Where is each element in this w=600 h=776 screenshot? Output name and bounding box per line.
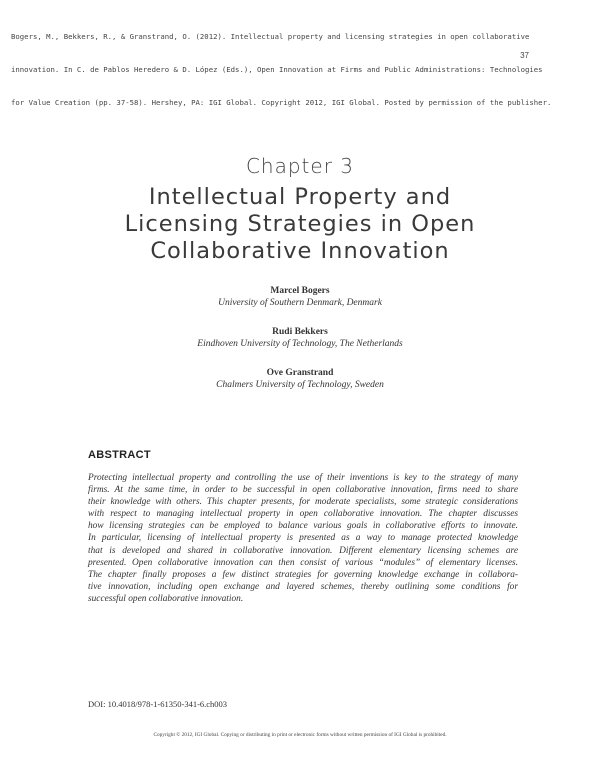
abstract-line: their knowledge with others. This chapter presents, for moderate specialists, some strategic considerations <box>88 497 518 508</box>
abstract-body <box>88 472 518 605</box>
chapter-title-line: Collaborative Innovation <box>150 238 450 264</box>
copyright-footer: Copyright © 2012, IGI Global. Copying or distributing in print or electronic forms without written permission of IGI Global is prohibited. <box>153 732 447 738</box>
citation-line: Bogers, M., Bekkers, R., & Granstrand, O. (2012). Intellectual property and licensing strategies in open collaborative <box>11 32 530 41</box>
abstract-line: how licensing strategies can be employed to balance various goals in collaborative efforts to innovate. <box>88 521 518 532</box>
author-list <box>0 285 600 408</box>
page-number: 37 <box>520 51 529 60</box>
author-block <box>0 326 600 367</box>
abstract-line: Protecting intellectual property and controlling the use of their inventions is key to the strategy of many <box>88 473 518 483</box>
abstract-heading: ABSTRACT <box>88 449 151 461</box>
chapter-title-line: Licensing Strategies in Open <box>124 211 476 237</box>
author-block <box>0 285 600 326</box>
author-name: Marcel Bogers <box>270 286 330 296</box>
abstract-line: that is developed and shared in collaborative innovation. Different elementary licensing schemes are <box>88 545 518 556</box>
author-name: Rudi Bekkers <box>272 327 328 337</box>
abstract-line: successful open collaborative innovation. <box>88 593 244 604</box>
author-name: Ove Granstrand <box>266 368 334 378</box>
author-affiliation: University of Southern Denmark, Denmark <box>218 298 382 308</box>
abstract-line: firms. At the same time, in order to be successful in open collaborative innovation, firms need to share <box>88 485 518 496</box>
doi-label: DOI: 10.4018/978-1-61350-341-6.ch003 <box>88 699 228 709</box>
chapter-title-line: Intellectual Property and <box>148 184 452 210</box>
citation-line: for Value Creation (pp. 37-58). Hershey, PA: IGI Global. Copyright 2012, IGI Global. Posted by permission of the publisher. <box>11 98 552 107</box>
author-affiliation: Chalmers University of Technology, Sweden <box>216 380 384 390</box>
abstract-line: tive innovation, including open exchange and layered schemes, thereby outlining some conditions for <box>88 581 518 592</box>
abstract-line: The chapter finally proposes a few distinct strategies for governing knowledge exchange in collabora- <box>88 569 518 580</box>
chapter-label: Chapter 3 <box>245 154 355 178</box>
chapter-title <box>0 184 600 265</box>
citation-header <box>11 9 591 119</box>
author-affiliation: Eindhoven University of Technology, The Netherlands <box>197 339 403 349</box>
citation-line: innovation. In C. de Pablos Heredero & D. López (Eds.), Open Innovation at Firms and Public Administrations: Technologies <box>11 65 543 74</box>
abstract-line: In particular, licensing of intellectual property is presented as a way to manage protected knowledge <box>88 533 518 544</box>
abstract-line: with respect to managing intellectual property in open collaborative innovation. The chapter discusses <box>88 509 518 520</box>
author-block <box>0 367 600 408</box>
abstract-line: presented. Open collaborative innovation can then consist of various “modules” of elementary licenses. <box>88 557 518 568</box>
